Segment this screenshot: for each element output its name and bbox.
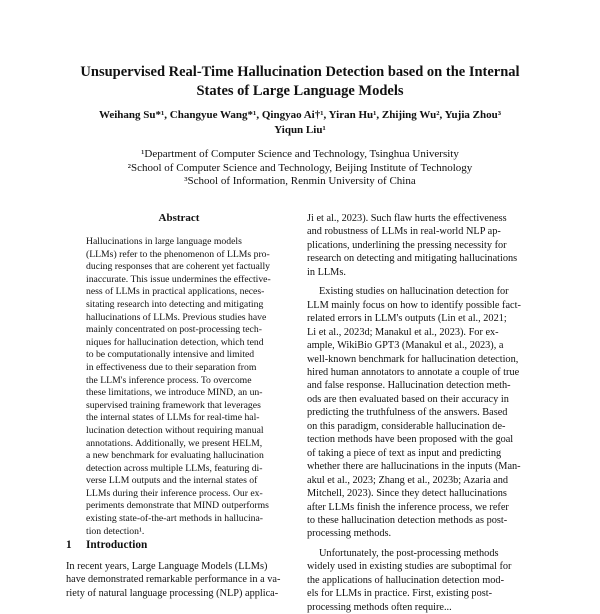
text-line: whether there are hallucinations in the inputs (Man-	[307, 461, 521, 473]
introduction-heading	[66, 539, 147, 551]
text-line: els for LLMs in practice. First, existing post-	[307, 588, 493, 600]
text-line: have demonstrated remarkable performance in a va-	[66, 574, 281, 586]
author-line: Yiqun Liu¹	[274, 124, 326, 136]
text-line: ods are then evaluated based on their accuracy in	[307, 393, 509, 405]
text-line: widely used in existing studies are suboptimal for	[307, 561, 512, 573]
affiliation: ³School of Information, Renmin University of China	[184, 175, 416, 188]
text-line: verse LLM outputs and the internal states of	[86, 475, 258, 487]
abstract-heading: Abstract	[158, 212, 200, 224]
text-line: niques for hallucination detection, which tend	[86, 336, 264, 348]
text-line: hallucinations of LLMs. Previous studies have	[86, 311, 267, 323]
text-line: related errors in LLM's outputs (Lin et al., 2021;	[307, 313, 507, 325]
text-line: riety of natural language processing (NLP) applica-	[66, 587, 279, 599]
text-line: hired human annotators to annotate a couple of true	[307, 366, 520, 378]
text-line: Hallucinations in large language models	[86, 236, 242, 247]
text-line: Existing studies on hallucination detection for	[319, 286, 509, 298]
text-line: Ji et al., 2023). Such flaw hurts the effectiveness	[307, 213, 507, 224]
text-line: akul et al., 2023; Zhang et al., 2023b; Azaria and	[307, 474, 509, 486]
paper-title	[40, 63, 560, 101]
text-line: supervised training framework that leverages	[86, 399, 261, 411]
paragraph	[307, 285, 533, 541]
affiliation: ²School of Computer Science and Technology, Beijing Institute of Technology	[127, 161, 473, 174]
text-line: Li et al., 2023d; Manakul et al., 2023). For ex-	[307, 326, 499, 338]
text-line: a new benchmark for evaluating hallucination	[86, 450, 264, 462]
introduction-body	[66, 560, 292, 600]
text-line: to be computationally intensive and limited	[86, 349, 255, 361]
text-line: lucination detection without requiring manual	[86, 424, 264, 436]
paragraph	[307, 212, 533, 279]
text-line: and false response. Hallucination detection meth-	[307, 380, 511, 392]
text-line: ample, WikiBio GPT3 (Manakul et al., 2023), a	[307, 340, 504, 352]
text-line: periments demonstrate that MIND outperforms	[86, 500, 269, 512]
text-line: of taking a piece of text as input and predicting	[307, 447, 502, 459]
text-line: well-known benchmark for hallucination detection,	[307, 353, 519, 365]
text-line: ness of LLMs in practical applications, neces-	[86, 286, 265, 298]
text-line: to these hallucination detection methods as post-	[307, 514, 508, 526]
abstract-body	[86, 236, 274, 538]
text-line: processing methods.	[307, 528, 392, 540]
author-line: Weihang Su*¹, Changyue Wang*¹, Qingyao Ai†¹, Yiran Hu¹, Zhijing Wu², Yujia Zhou³	[98, 109, 502, 121]
text-line: these limitations, we introduce MIND, an un-	[86, 387, 263, 399]
text-line: sitating research into detecting and mitigating	[86, 298, 264, 310]
text-line: Mitchell, 2023). Since they detect hallucinations	[307, 488, 507, 500]
text-line: on this paradigm, considerable hallucination de-	[307, 420, 506, 432]
text-line: processing methods often require...	[307, 601, 452, 613]
text-line: research on detecting and mitigating hallucinations	[307, 253, 518, 265]
text-line: (LLMs) refer to the phenomenon of LLMs pro-	[86, 248, 270, 260]
text-line: predicting the truthfulness of the answers. Based	[307, 407, 508, 419]
section-title: Introduction	[86, 539, 148, 551]
section-number: 1	[66, 539, 72, 551]
text-line: mainly concentrated on post-processing tech-	[86, 324, 262, 336]
text-line: detection across multiple LLMs, featuring di-	[86, 462, 263, 474]
right-column-body	[307, 212, 533, 614]
paragraph	[307, 547, 533, 614]
affiliation-list	[40, 148, 560, 189]
text-line: In recent years, Large Language Models (LLMs)	[66, 561, 268, 572]
text-line: in LLMs.	[307, 266, 346, 278]
text-line: tion detection¹.	[86, 525, 145, 537]
text-line: annotations. Additionally, we present HELM,	[86, 437, 263, 449]
text-line: the applications of hallucination detection mod-	[307, 574, 505, 586]
text-line: ducing responses that are coherent yet factually	[86, 261, 270, 273]
title-line: Unsupervised Real-Time Hallucination Detection based on the Internal	[80, 64, 520, 80]
title-line: States of Large Language Models	[196, 83, 404, 99]
text-line: plications, underlining the pressing necessity for	[307, 239, 507, 251]
text-line: in effectiveness due to their separation from	[86, 361, 257, 373]
text-line: LLMs during their inference process. Our ex-	[86, 487, 263, 499]
affiliation: ¹Department of Computer Science and Technology, Tsinghua University	[141, 148, 459, 160]
text-line: the LLM's inference process. To overcome	[86, 374, 252, 386]
text-line: the internal states of LLMs for real-time hal-	[86, 412, 260, 424]
text-line: LLM mainly focus on how to identify possible fact-	[307, 299, 521, 311]
author-list	[40, 108, 560, 138]
text-line: inaccurate. This issue undermines the effective-	[86, 273, 271, 285]
text-line: tection methods have been proposed with the goal	[307, 434, 514, 446]
text-line: Unfortunately, the post-processing methods	[319, 547, 499, 559]
text-line: and robustness of LLMs in real-world NLP ap-	[307, 226, 501, 238]
text-line: after LLMs finish the inference process, we refer	[307, 501, 509, 513]
text-line: existing state-of-the-art methods in hallucina-	[86, 513, 264, 525]
